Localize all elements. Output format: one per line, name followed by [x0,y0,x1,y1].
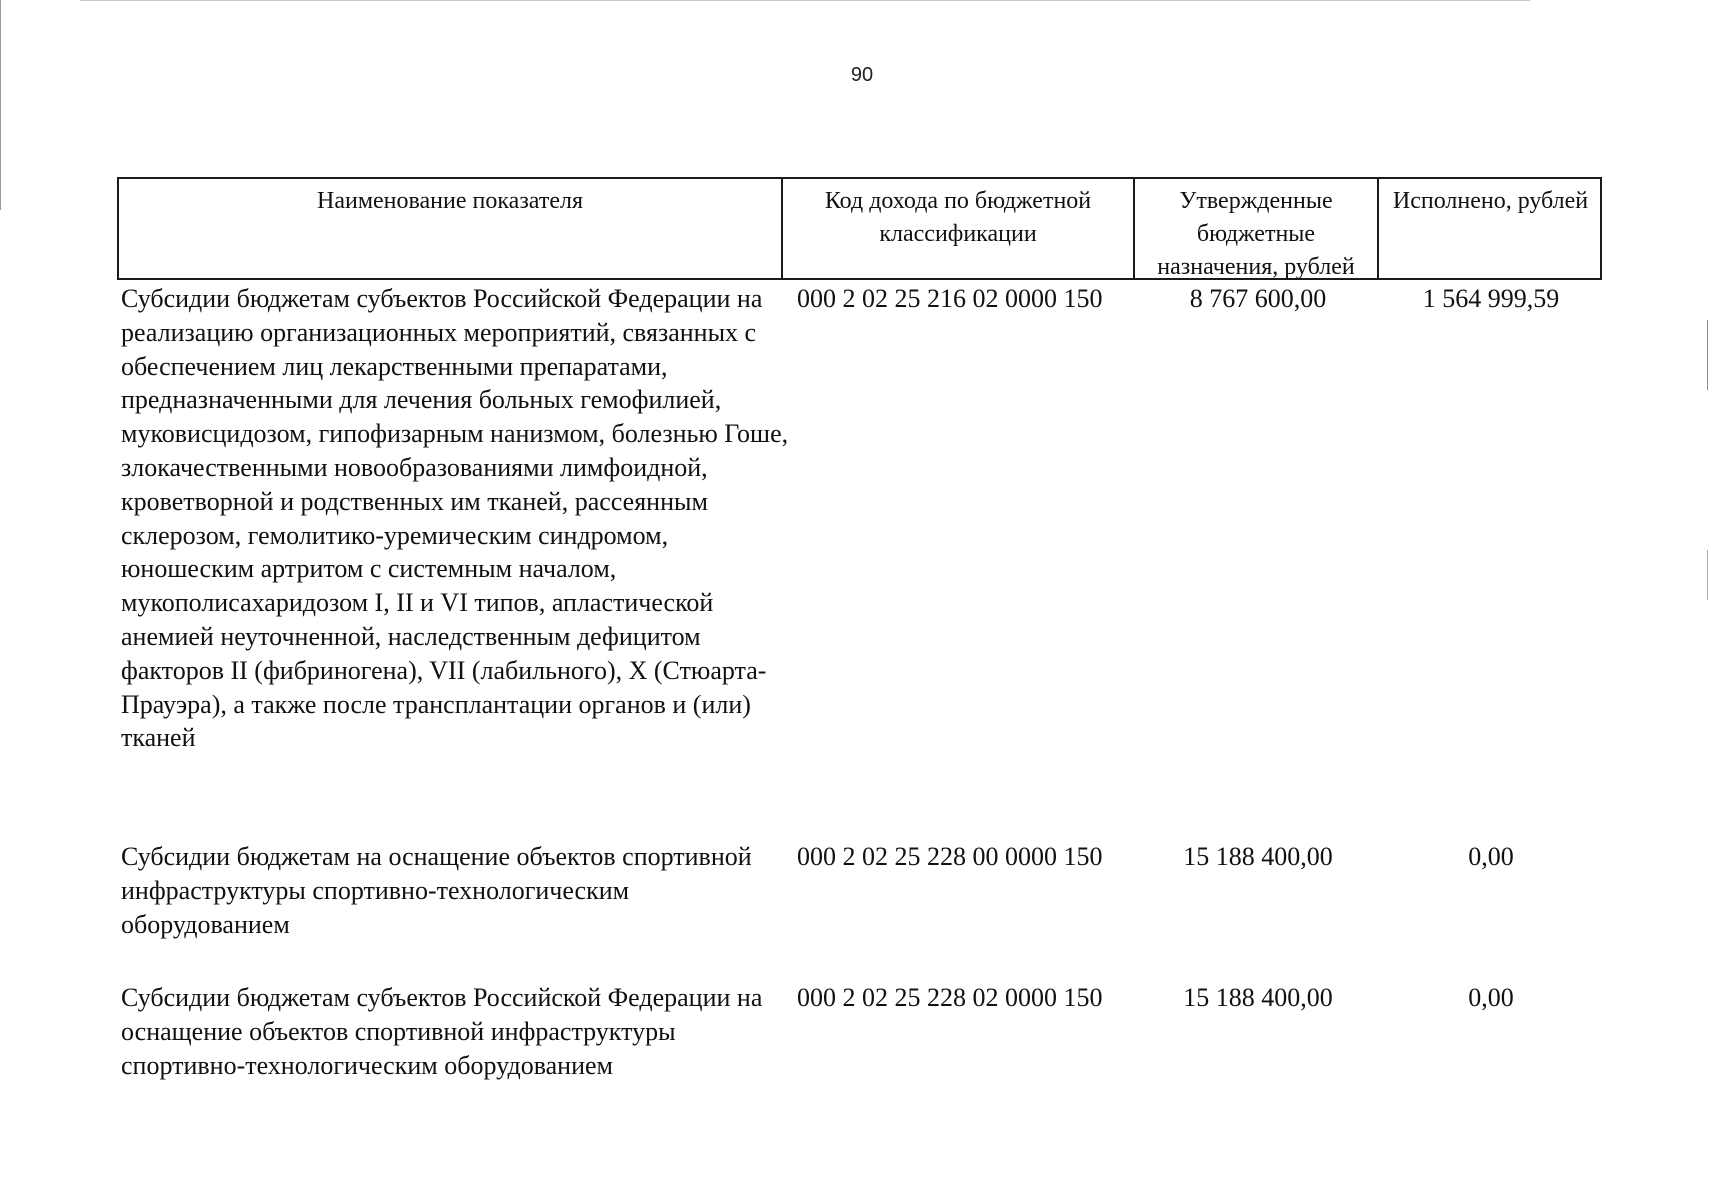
header-executed: Исполнено, рублей [1392,188,1589,214]
row-approved: 15 188 400,00 [1183,842,1333,871]
page-number: 90 [850,64,874,86]
scan-edge-right [1707,320,1708,390]
row-name: Субсидии бюджетам субъектов Российской Федерации на оснащение объектов спортивной инфраструктуры спортивно-технологическим оборудованием [121,983,763,1080]
header-approved: Утвержденные бюджетные назначения, рублей [1135,179,1379,278]
row-executed: 1 564 999,59 [1422,284,1560,313]
scan-edge-left [0,0,1,210]
row-name: Субсидии бюджетам на оснащение объектов спортивной инфраструктуры спортивно-технологическим оборудованием [121,842,752,939]
row-code: 000 2 02 25 216 02 0000 150 [797,284,1103,313]
row-executed: 0,00 [1468,983,1514,1012]
row-name: Субсидии бюджетам субъектов Российской Федерации на реализацию организационных мероприятий, связанных с обеспечением лиц лекарственными препаратами, предназначенными для лечения больных гемофилией, муковисцидозом, гипофизарным нанизмом, болезнью Гоше, злокачественными новообразованиями лимфоидной, кроветворной и родственных им тканей, рассеянным склерозом, гемолитико-уремическим синдромом, юношеским артритом с системным началом, мукополисахаридозом I, II и VI типов, апластической анемией неуточненной, наследственным дефицитом факторов II (фибриногена), VII (лабильного), X (Стюарта-Прауэра), а также после трансплантации органов и (или) тканей [121,284,789,753]
row-approved: 8 767 600,00 [1189,284,1327,313]
row-code: 000 2 02 25 228 00 0000 150 [797,842,1103,871]
scan-edge-top [80,0,1530,1]
row-approved: 15 188 400,00 [1183,983,1333,1012]
scan-edge-right-lower [1707,550,1708,600]
row-code: 000 2 02 25 228 02 0000 150 [797,983,1103,1012]
header-code: Код дохода по бюджетной классификации [783,179,1135,278]
header-name: Наименование показателя [119,179,783,278]
table-header [117,177,1602,280]
row-executed: 0,00 [1468,842,1514,871]
